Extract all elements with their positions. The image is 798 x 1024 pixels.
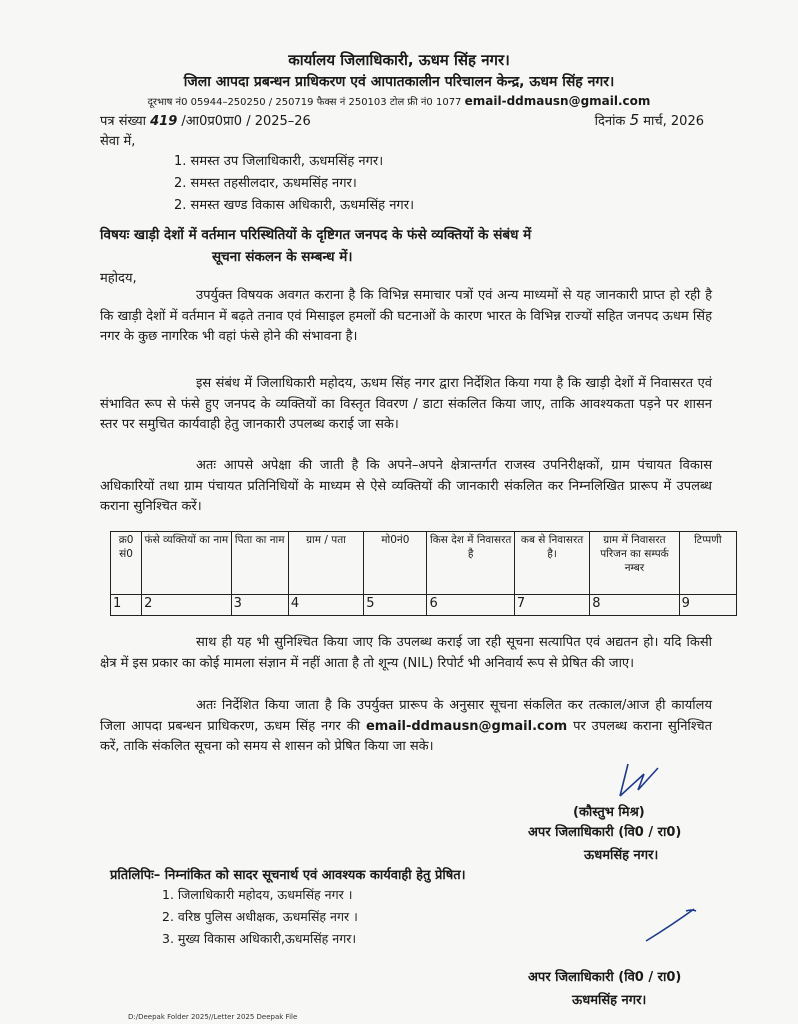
- paragraph-5: [100, 696, 712, 758]
- paragraph-1: उपर्युक्त विषयक अवगत कराना है कि विभिन्न समाचार पत्रों एवं अन्य माध्यमों से यह जानकारी प्राप्त हो रही है कि खाड़ी देशों में वर्तमान में बढ़ते तनाव एवं मिसाइल हमलों की घटनाओं के कारण भारत के विभिन्न राज्यों सहित जनपद ऊधम सिंह नगर के कुछ नागरिक भी वहां फंसे होने की संभावना है।: [100, 288, 712, 344]
- table-cell: 9: [679, 595, 736, 616]
- file-path-footer: D:/Deepak Folder 2025//Letter 2025 Deepak File: [128, 1013, 298, 1021]
- subject-line-2: सूचना संकलन के सम्बन्ध में।: [212, 249, 353, 265]
- contact-email: email-ddmausn@gmail.com: [464, 94, 651, 108]
- col-mobile: मो0नं0: [364, 532, 427, 595]
- copy-item: 2. वरिष्ठ पुलिस अधीक्षक, ऊधमसिंह नगर ।: [162, 909, 358, 924]
- contact-phone: दूरभाष नं0 05944–250250 / 250719 फैक्स नं 250103 टोल फ्री नं0 1077: [147, 97, 462, 108]
- paragraph-5-email: email-ddmausn@gmail.com: [365, 718, 568, 734]
- table-cell: 1: [111, 595, 142, 616]
- signatory-2-district: ऊधमसिंह नगर।: [572, 993, 647, 1008]
- addressee-item: 1. समस्त उप जिलाधिकारी, ऊधमसिंह नगर।: [174, 154, 384, 169]
- copy-label: प्रतिलिपिः– निम्नांकित को सादर सूचनार्थ एवं आवश्यक कार्यवाही हेतु प्रेषित।: [110, 868, 466, 883]
- table-header-row: [111, 532, 737, 595]
- authority-heading: जिला आपदा प्रबन्धन प्राधिकरण एवं आपातकालीन परिचालन केन्द्र, ऊधम सिंह नगर।: [183, 74, 615, 90]
- signatory-2-designation: अपर जिलाधिकारी (वि0 / रा0): [528, 970, 682, 985]
- table-cell: 8: [590, 595, 679, 616]
- table-row: [111, 595, 737, 616]
- paragraph-5-b: पर उपलब्ध कराना सुनिश्चित करें, ताकि संकलित सूचना को समय से शासन को प्रेषित किया जा सके।: [100, 718, 712, 754]
- date-day: 5: [629, 111, 640, 129]
- signatory-district: ऊधमसिंह नगर।: [584, 848, 659, 863]
- letter-reference: [100, 111, 311, 129]
- col-person-name: फंसे व्यक्तियों का नाम: [142, 532, 231, 595]
- col-since: कब से निवासरत है।: [514, 532, 589, 595]
- date-label: दिनांक: [594, 114, 626, 129]
- table-cell: 6: [427, 595, 514, 616]
- initials-mark: [642, 905, 702, 945]
- ref-suffix: /आ0प्र0प्रा0 / 2025–26: [181, 114, 311, 129]
- paragraph-5-a: अतः निर्देशित किया जाता है कि उपर्युक्त प्रारूप के अनुसार सूचना संकलित कर तत्काल/आज ही कार्यालय जिला आपदा प्रबन्धन प्राधिकरण, ऊधम सिंह नगर की: [100, 698, 712, 734]
- greeting: महोदय,: [100, 271, 137, 286]
- copy-item: 3. मुख्य विकास अधिकारी,ऊधमसिंह नगर।: [162, 931, 357, 946]
- paragraph-2: इस संबंध में जिलाधिकारी महोदय, ऊधम सिंह नगर द्वारा निर्देशित किया गया है कि खाड़ी देशों में निवासरत एवं संभावित रूप से फंसे हुए जनपद के व्यक्तियों का विस्तृत विवरण / डाटा संकलित किया जाए, ताकि आवश्यकता पड़ने पर शासन स्तर पर समुचित कार्यवाही हेतु जानकारी उपलब्ध कराई जा सके।: [100, 376, 712, 432]
- ref-number: 419: [150, 114, 178, 129]
- subject: [100, 224, 720, 268]
- contact-line: [0, 94, 798, 108]
- col-serial: क्र0 सं0: [111, 532, 142, 595]
- ref-label: पत्र संख्या: [100, 114, 146, 129]
- subject-line-1: विषयः खाड़ी देशों में वर्तमान परिस्थितियों के दृष्टिगत जनपद के फंसे व्यक्तियों के संबंध में: [100, 227, 532, 243]
- addressee-item: 2. समस्त खण्ड विकास अधिकारी, ऊधमसिंह नगर।: [174, 198, 414, 213]
- table-cell: 3: [231, 595, 288, 616]
- paragraph-4: साथ ही यह भी सुनिश्चित किया जाए कि उपलब्ध कराई जा रही सूचना सत्यापित एवं अद्यतन हो। यदि किसी क्षेत्र में इस प्रकार का कोई मामला संज्ञान में नहीं आता है तो शून्य (NIL) रिपोर्ट भी अनिवार्य रूप से प्रेषित की जाए।: [100, 635, 712, 671]
- data-format-table: [110, 531, 737, 616]
- table-cell: 7: [514, 595, 589, 616]
- paragraph-3: अतः आपसे अपेक्षा की जाती है कि अपने–अपने क्षेत्रान्तर्गत राजस्व उपनिरीक्षकों, ग्राम पंचायत विकास अधिकारियों तथा ग्राम पंचायत प्रतिनिधियों के माध्यम से ऐसे व्यक्तियों की जानकारी संकलित कर निम्नलिखित प्रारूप में उपलब्ध कराना सुनिश्चित करें।: [100, 458, 712, 514]
- col-address: ग्राम / पता: [288, 532, 363, 595]
- table-cell: 2: [142, 595, 231, 616]
- signatory-name: (कौस्तुभ मिश्र): [573, 805, 645, 820]
- col-father-name: पिता का नाम: [231, 532, 288, 595]
- signatory-designation: अपर जिलाधिकारी (वि0 / रा0): [528, 825, 682, 840]
- col-remarks: टिप्पणी: [679, 532, 736, 595]
- col-family-contact: ग्राम में निवासरत परिजन का सम्पर्क नम्बर: [590, 532, 679, 595]
- col-country: किस देश में निवासरत है: [427, 532, 514, 595]
- table-cell: 5: [364, 595, 427, 616]
- salutation-to: सेवा में,: [100, 134, 136, 149]
- date-rest: मार्च, 2026: [643, 114, 704, 129]
- letter-date: [595, 111, 704, 129]
- signature-mark: [614, 760, 664, 800]
- office-heading: कार्यालय जिलाधिकारी, ऊधम सिंह नगर।: [288, 51, 510, 69]
- addressee-item: 2. समस्त तहसीलदार, ऊधमसिंह नगर।: [174, 176, 357, 191]
- copy-item: 1. जिलाधिकारी महोदय, ऊधमसिंह नगर ।: [162, 887, 353, 902]
- table-cell: 4: [288, 595, 363, 616]
